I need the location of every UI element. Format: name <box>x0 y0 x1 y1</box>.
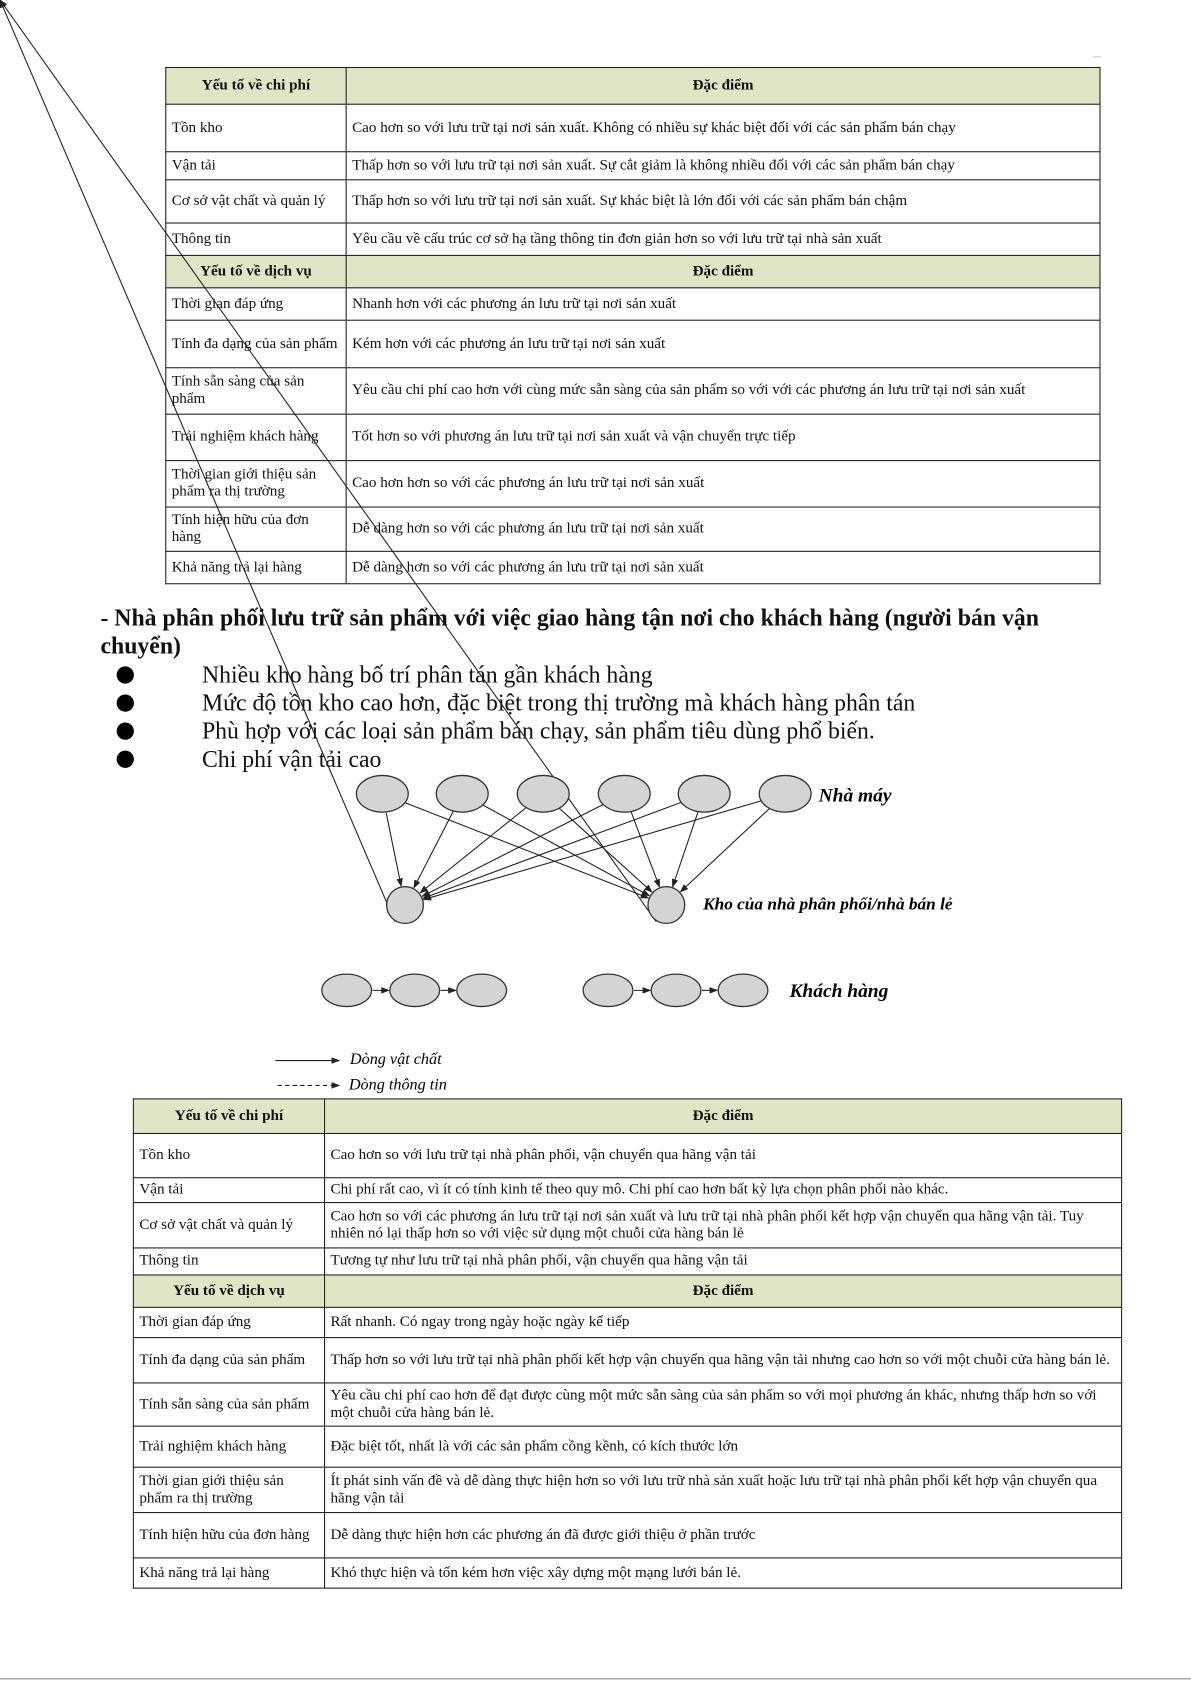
bullet-item: Nhiều kho hàng bố trí phân tán gần khách hàng <box>117 661 134 689</box>
table-row <box>133 1558 1121 1588</box>
factor-cell: Khả năng trả lại hàng <box>166 551 346 583</box>
factor-cell: Tính sẵn sàng của sản phẩm <box>133 1383 324 1426</box>
detail-cell: Rất nhanh. Có ngay trong ngày hoặc ngày kế tiếp <box>325 1307 1122 1337</box>
material-flow-arrow <box>631 812 659 887</box>
detail-cell: Tương tự như lưu trữ tại nhà phân phối, vận chuyển qua hãng vận tải <box>325 1248 1122 1275</box>
material-flow-arrow <box>424 799 767 899</box>
factor-cell: Trải nghiệm khách hàng <box>166 414 346 460</box>
column-header: Đặc điểm <box>346 68 1100 105</box>
detail-cell: Chi phí rất cao, vì ít có tính kinh tế theo quy mô. Chi phí cao hơn bất kỳ lựa chọn phân phối nào khác. <box>325 1178 1122 1203</box>
factor-cell: Vận tải <box>166 152 346 180</box>
column-header: Yếu tố về dịch vụ <box>166 255 346 287</box>
column-header: Yếu tố về chi phí <box>166 68 346 105</box>
factor-cell: Cơ sở vật chất và quản lý <box>166 180 346 223</box>
warehouse-node <box>387 887 424 924</box>
warehouse-node <box>648 887 685 924</box>
detail-cell: Thấp hơn so với lưu trữ tại nơi sản xuất. Sự cắt giảm là không nhiều đối với các sản phẩm bán chạy <box>346 152 1100 180</box>
factory-node <box>356 775 408 812</box>
factor-cell: Tính sẵn sàng của sản phẩm <box>166 368 346 414</box>
detail-cell: Cao hơn so với các phương án lưu trữ tại nơi sản xuất và lưu trữ tại nhà phân phối kết hợp vận chuyển qua hãng vận tải. Tuy nhiên nó lại thấp hơn so với việc sử dụng một chuỗi cửa hàng bán lẻ <box>325 1203 1122 1248</box>
detail-cell: Thấp hơn so với lưu trữ tại nhà phân phối kết hợp vận chuyển qua hãng vận tải nhưng cao hơn so với một chuỗi cửa hàng bán lẻ. <box>325 1338 1122 1383</box>
material-flow-arrow <box>400 801 648 898</box>
customer-node <box>718 974 768 1006</box>
factor-cell: Thời gian đáp ứng <box>133 1307 324 1337</box>
factor-cell: Vận tải <box>133 1178 324 1203</box>
detail-cell: Yêu cầu chi phí cao hơn với cùng mức sẵn sàng của sản phẩm so với với các phương án lưu trữ tại nơi sản xuất <box>346 368 1100 414</box>
factor-cell: Cơ sở vật chất và quản lý <box>133 1203 324 1248</box>
legend-information-flow: Dòng thông tin <box>348 1075 447 1094</box>
storage-comparison-table-2 <box>133 1098 1122 1588</box>
material-flow-arrow <box>479 803 649 896</box>
customer-node <box>651 974 701 1006</box>
detail-cell: Khó thực hiện và tốn kém hơn việc xây dựng một mạng lưới bán lẻ. <box>325 1558 1122 1588</box>
factor-cell: Thời gian đáp ứng <box>166 288 346 320</box>
warehouse-label: Kho của nhà phân phối/nhà bán lẻ <box>703 894 953 914</box>
material-flow-arrow <box>414 811 453 888</box>
factor-cell: Tính đa dạng của sản phẩm <box>166 320 346 368</box>
factor-cell: Tồn kho <box>166 104 346 152</box>
customer-label: Khách hàng <box>789 980 889 1002</box>
factory-label: Nhà máy <box>818 785 892 807</box>
table-row <box>133 1133 1121 1177</box>
table-row <box>133 1178 1121 1203</box>
column-header: Đặc điểm <box>346 255 1100 287</box>
table-row <box>133 1338 1121 1383</box>
table-row <box>133 1203 1121 1248</box>
factor-cell: Khả năng trả lại hàng <box>133 1558 324 1588</box>
material-flow-arrow <box>423 801 686 899</box>
detail-cell: Cao hơn hơn so với các phương án lưu trữ tại nơi sản xuất <box>346 461 1100 507</box>
material-flow-arrow <box>0 0 395 922</box>
factor-cell: Thông tin <box>133 1248 324 1275</box>
detail-cell: Yêu cầu về cấu trúc cơ sở hạ tầng thông tin đơn giản hơn so với lưu trữ tại nhà sản xuất <box>346 223 1100 255</box>
factory-node <box>517 775 569 812</box>
bullet-item: Chi phí vận tải cao <box>117 745 134 773</box>
detail-cell: Đặc biệt tốt, nhất là với các sản phẩm cồng kềnh, có kích thước lớn <box>325 1426 1122 1467</box>
detail-cell: Dễ dàng hơn so với các phương án lưu trữ tại nơi sản xuất <box>346 551 1100 583</box>
column-header: Đặc điểm <box>325 1275 1122 1307</box>
bullet-item: Mức độ tồn kho cao hơn, đặc biệt trong thị trường mà khách hàng phân tán <box>117 689 134 717</box>
detail-cell: Cao hơn so với lưu trữ tại nhà phân phối, vận chuyển qua hãng vận tải <box>325 1133 1122 1177</box>
page-bottom-border <box>0 1678 1191 1679</box>
detail-cell: Ít phát sinh vấn đề và dễ dàng thực hiện hơn so với lưu trữ nhà sản xuất hoặc lưu trữ tại nhà phân phối kết hợp vận chuyển qua hãng vận tải <box>325 1467 1122 1512</box>
detail-cell: Cao hơn so với lưu trữ tại nơi sản xuất. Không có nhiều sự khác biệt đối với các sản phẩm bán chạy <box>346 104 1100 152</box>
factor-cell: Thời gian giới thiệu sản phẩm ra thị trường <box>133 1467 324 1512</box>
factor-cell: Thông tin <box>166 223 346 255</box>
table-header-row <box>133 1099 1121 1134</box>
table-row <box>133 1383 1121 1426</box>
detail-cell: Kém hơn với các phương án lưu trữ tại nơi sản xuất <box>346 320 1100 368</box>
table-row <box>133 1467 1121 1512</box>
factor-cell: Tồn kho <box>133 1133 324 1177</box>
factor-cell: Tính hiện hữu của đơn hàng <box>166 507 346 551</box>
factor-cell: Tính đa dạng của sản phẩm <box>133 1338 324 1383</box>
factor-cell: Tính hiện hữu của đơn hàng <box>133 1513 324 1558</box>
column-header: Đặc điểm <box>325 1099 1122 1134</box>
nodes <box>322 775 811 1006</box>
table-header-row <box>133 1275 1121 1307</box>
bullet-item: Phù hợp với các loại sản phẩm bán chạy, sản phẩm tiêu dùng phổ biến. <box>117 717 134 745</box>
factor-cell: Thời gian giới thiệu sản phẩm ra thị trường <box>166 461 346 507</box>
factor-cell: Trải nghiệm khách hàng <box>133 1426 324 1467</box>
detail-cell: Thấp hơn so với lưu trữ tại nơi sản xuất. Sự khác biệt là lớn đối với các sản phẩm bán chậm <box>346 180 1100 223</box>
table-row <box>133 1248 1121 1275</box>
table-row <box>133 1513 1121 1558</box>
section-heading: - Nhà phân phối lưu trữ sản phẩm với việc giao hàng tận nơi cho khách hàng (người bán vận chuyển) <box>100 603 1039 659</box>
factory-node <box>598 775 650 812</box>
detail-cell: Dễ dàng hơn so với các phương án lưu trữ tại nơi sản xuất <box>346 507 1100 551</box>
table-row <box>133 1426 1121 1467</box>
customer-node <box>322 974 372 1006</box>
material-flow-arrow <box>386 813 401 886</box>
column-header: Yếu tố về chi phí <box>133 1099 324 1134</box>
table-row <box>133 1307 1121 1337</box>
factory-node <box>678 775 730 812</box>
material-flow-arrow <box>681 807 771 892</box>
detail-cell: Yêu cầu chi phí cao hơn để đạt được cùng một mức sẵn sàng của sản phẩm so với mọi phương án khác, nhưng thấp hơn so với một chuỗi cửa hàng bán lẻ. <box>325 1383 1122 1426</box>
flow-arrows <box>0 0 771 990</box>
customer-node <box>457 974 507 1006</box>
factory-node <box>759 775 811 812</box>
detail-cell: Tốt hơn so với phương án lưu trữ tại nơi sản xuất và vận chuyển trực tiếp <box>346 414 1100 460</box>
factory-node <box>436 775 488 812</box>
customer-node <box>390 974 440 1006</box>
legend-material-flow: Dòng vật chất <box>349 1049 442 1068</box>
detail-cell: Dễ dàng thực hiện hơn các phương án đã được giới thiệu ở phần trước <box>325 1513 1122 1558</box>
column-header: Yếu tố về dịch vụ <box>133 1275 324 1307</box>
detail-cell: Nhanh hơn với các phương án lưu trữ tại nơi sản xuất <box>346 288 1100 320</box>
customer-node <box>583 974 633 1006</box>
